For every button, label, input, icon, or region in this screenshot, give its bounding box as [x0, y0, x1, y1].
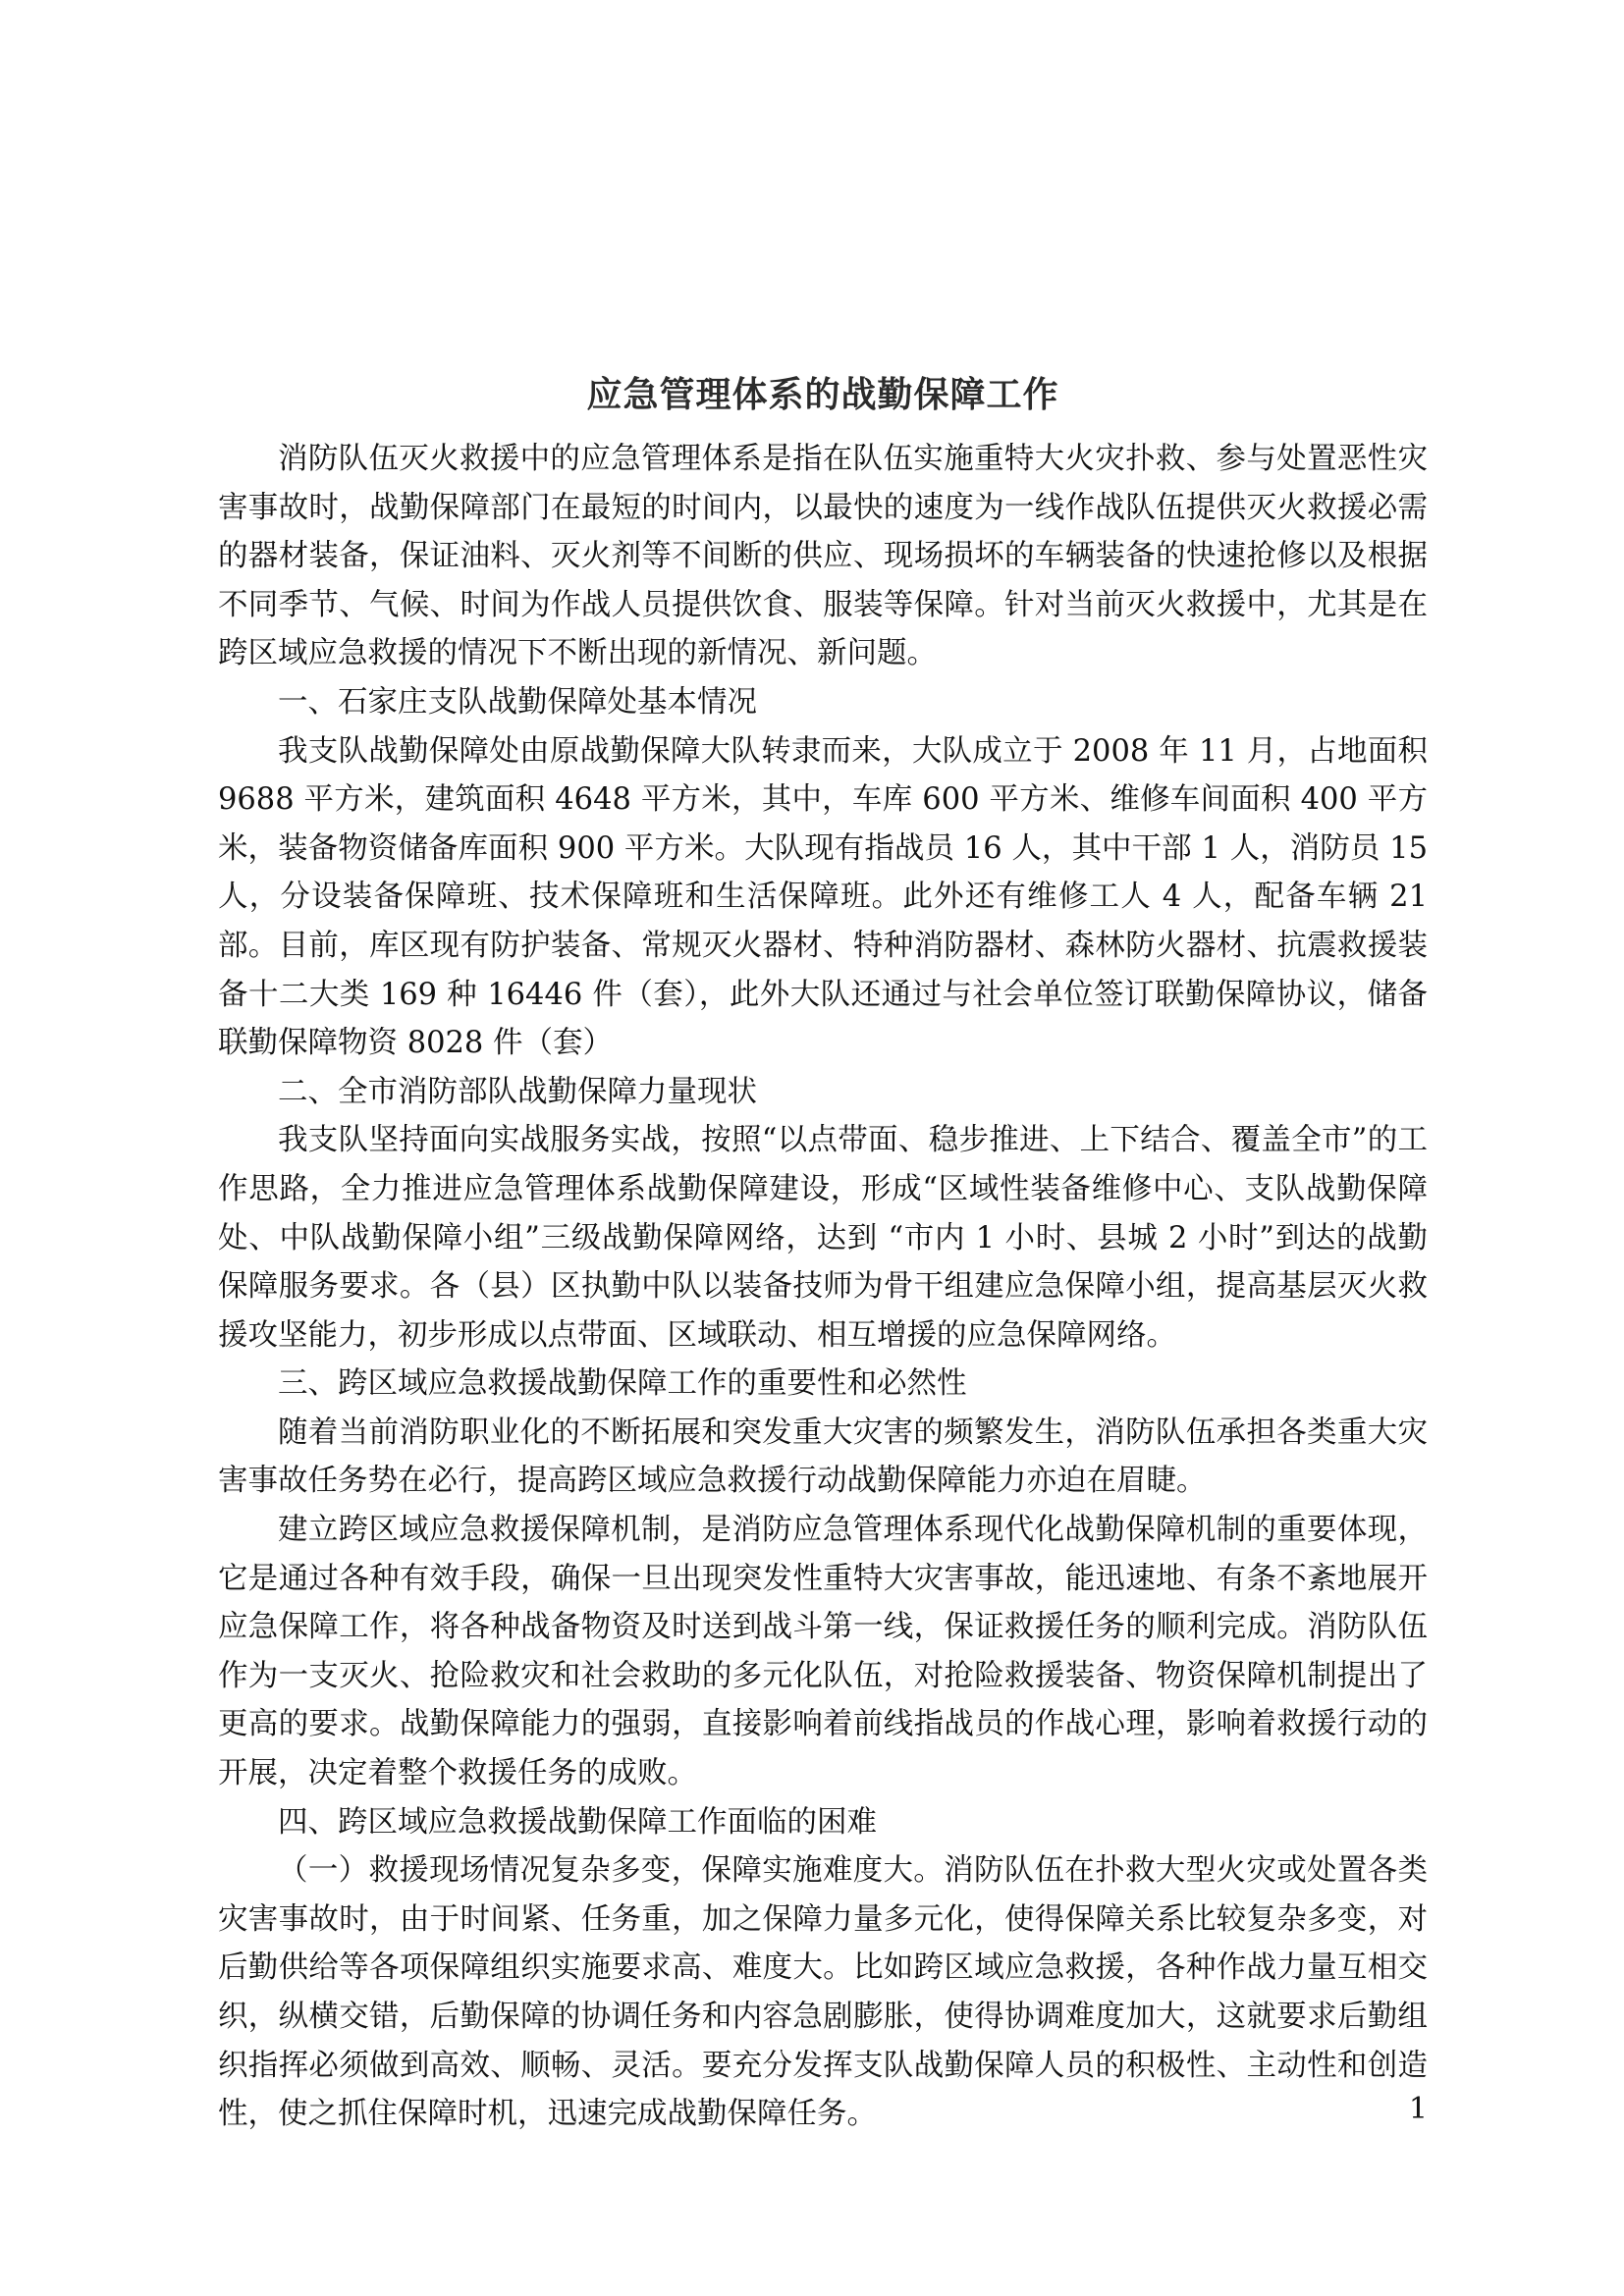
page-content — [218, 373, 1428, 2139]
section-heading-two: 二、全市消防部队战勤保障力量现状 — [278, 1074, 757, 1109]
section-three-body-first: 随着当前消防职业化的不断拓展和突发重大灾害的频繁发生，消防队伍承担各类重大灾害事故任务势在必行，提高跨区域应急救援行动战勤保障能力亦迫在眉睫。 — [218, 1415, 1428, 1499]
section-three-body-second: 建立跨区域应急救援保障机制，是消防应急管理体系现代化战勤保障机制的重要体现，它是通过各种有效手段，确保一旦出现突发性重特大灾害事故，能迅速地、有条不紊地展开应急保障工作，将各种战备物资及时送到战斗第一线，保证救援任务的顺利完成。消防队伍作为一支灭火、抢险救灾和社会救助的多元化队伍，对抢险救援装备、物资保障机制提出了更高的要求。战勤保障能力的强弱，直接影响着前线指战员的作战心理，影响着救援行动的开展，决定着整个救援任务的成败。 — [218, 1513, 1428, 1791]
section-heading-four: 四、跨区域应急救援战勤保障工作面临的困难 — [278, 1804, 877, 1840]
section-four-body-first: （一）救援现场情况复杂多变，保障实施难度大。消防队伍在扑救大型火灾或处置各类灾害事故时，由于时间紧、任务重，加之保障力量多元化，使得保障关系比较复杂多变，对后勤供给等各项保障组织实施要求高、难度大。比如跨区域应急救援，各种作战力量互相交织，纵横交错，后勤保障的协调任务和内容急剧膨胀，使得协调难度加大，这就要求后勤组织指挥必须做到高效、顺畅、灵活。要充分发挥支队战勤保障人员的积极性、主动性和创造性，使之抓住保障时机，迅速完成战勤保障任务。 — [218, 1853, 1428, 2132]
section-heading-one: 一、石家庄支队战勤保障处基本情况 — [278, 684, 757, 720]
section-heading-three: 三、跨区域应急救援战勤保障工作的重要性和必然性 — [278, 1366, 967, 1402]
section-two-body: 我支队坚持面向实战服务实战，按照“以点带面、稳步推进、上下结合、覆盖全市”的工作思路，全力推进应急管理体系战勤保障建设，形成“区域性装备维修中心、支队战勤保障处、中队战勤保障小组”三级战勤保障网络，达到 “市内 1 小时、县城 2 小时”到达的战勤保障服务要求。各（县）区执勤中队以装备技师为骨干组建应急保障小组，提高基层灭火救援攻坚能力，初步形成以点带面、区域联动、相互增援的应急保障网络。 — [218, 1123, 1428, 1353]
section-one-body: 我支队战勤保障处由原战勤保障大队转隶而来，大队成立于 2008 年 11 月，占地面积 9688 平方米，建筑面积 4648 平方米，其中，车库 600 平方米、维修车间面积 400 平方米，装备物资储备库面积 900 平方米。大队现有指战员 16 人，其中干部 1 人，消防员 15 人，分设装备保障班、技术保障班和生活保障班。此外还有维修工人 4 人，配备车辆 21 部。目前，库区现有防护装备、常规灭火器材、特种消防器材、森林防火器材、抗震救援装备十二大类 169 种 16446 件（套），此外大队还通过与社会单位签订联勤保障协议，储备联勤保障物资 8028 件（套） — [218, 733, 1428, 1061]
paragraph-intro: 消防队伍灭火救援中的应急管理体系是指在队伍实施重特大火灾扑救、参与处置恶性灾害事故时，战勤保障部门在最短的时间内，以最快的速度为一线作战队伍提供灭火救援必需的器材装备，保证油料、灭火剂等不间断的供应、现场损坏的车辆装备的快速抢修以及根据不同季节、气候、时间为作战人员提供饮食、服装等保障。针对当前灭火救援中，尤其是在跨区域应急救援的情况下不断出现的新情况、新问题。 — [218, 442, 1428, 671]
page-number: 1 — [1408, 2092, 1428, 2126]
page-title: 应急管理体系的战勤保障工作 — [586, 375, 1059, 415]
